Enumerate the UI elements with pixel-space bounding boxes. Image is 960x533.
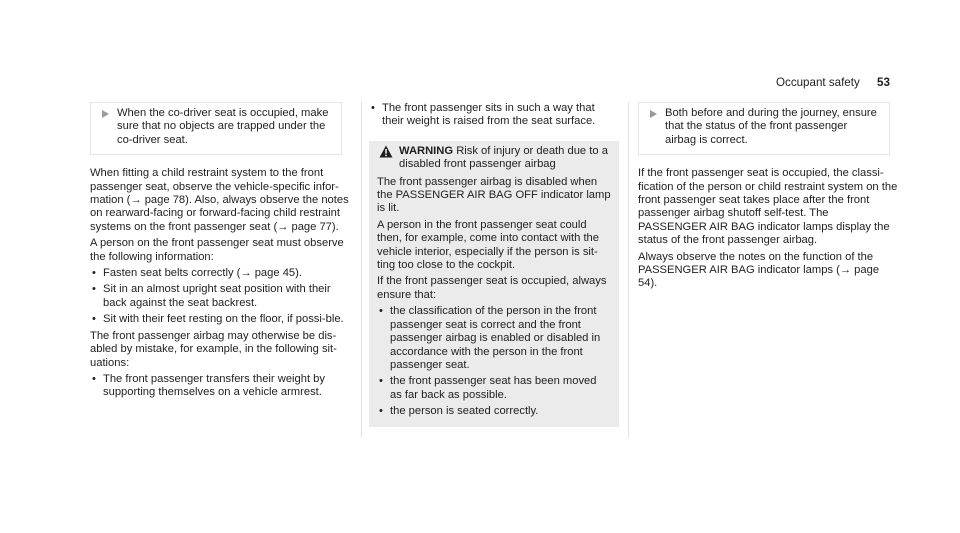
paragraph: Always observe the notes on the function of the PASSENGER AIR BAG indicator lamps (→ page 54). xyxy=(638,250,880,290)
bullet-list xyxy=(90,267,352,327)
warning-title: Risk of injury or death due to a disabled front passenger airbag xyxy=(399,144,608,171)
page-number: 53 xyxy=(877,76,890,89)
paragraph: If the front passenger seat is occupied, the classi-fication of the person or child restraint system on the front passenger seat takes place after the front passenger airbag shutoff self-test. The PASSENGER AIR BAG indicator lamps display the status of the front passenger airbag. xyxy=(638,167,898,247)
list-item: • The front passenger sits in such a way that their weight is raised from the seat surface. xyxy=(369,102,619,129)
section-title: Occupant safety xyxy=(776,76,860,89)
instruction-box xyxy=(90,102,342,155)
bullet-list xyxy=(377,305,611,418)
paragraph: A person in the front passenger seat could then, for example, come into contact with the vehicle interior, especially if the person is sit-ting too close to the cockpit. xyxy=(377,218,600,272)
column-2 xyxy=(369,102,619,427)
instruction-box xyxy=(638,102,890,155)
warning-header xyxy=(377,145,611,172)
column-divider xyxy=(361,102,362,438)
warning-body xyxy=(377,176,611,419)
column-divider xyxy=(628,102,629,438)
list-item: • the person is seated correctly. xyxy=(377,405,611,418)
paragraph: A person on the front passenger seat must observe the following information: xyxy=(90,237,344,263)
warning-label: WARNING xyxy=(399,144,454,157)
column-3 xyxy=(638,102,900,294)
paragraph: The front passenger airbag may otherwise be dis-abled by mistake, for example, in the following sit-uations: xyxy=(90,329,337,369)
instruction-text: When the co-driver seat is occupied, make sure that no objects are trapped under the co-driver seat. xyxy=(117,107,329,146)
warning-triangle-icon xyxy=(379,145,393,158)
list-item: • Sit with their feet resting on the floor, if possi-ble. xyxy=(90,313,352,326)
list-item: • Fasten seat belts correctly (→ page 45). xyxy=(90,267,352,280)
list-item: • The front passenger transfers their weight by supporting themselves on a vehicle armrest. xyxy=(90,373,352,400)
paragraph: The front passenger airbag is disabled when the PASSENGER AIR BAG OFF indicator lamp is lit. xyxy=(377,175,611,215)
paragraph: If the front passenger seat is occupied, always ensure that: xyxy=(377,275,607,301)
bullet-list xyxy=(369,102,619,129)
bullet-list xyxy=(90,373,352,400)
warning-box xyxy=(369,141,619,427)
instruction-arrow-icon xyxy=(650,110,657,118)
paragraph: When fitting a child restraint system to the front passenger seat, observe the vehicle-specific infor-mation (→ page 78). Also, always observe the notes on rearward-facing or forward-facing child restraint systems on the front passenger seat (→ page 77). xyxy=(90,167,349,233)
list-item: • Sit in an almost upright seat position with their back against the seat backrest. xyxy=(90,283,352,310)
list-item: • the front passenger seat has been moved as far back as possible. xyxy=(377,375,611,402)
column-1 xyxy=(90,102,352,403)
instruction-text: Both before and during the journey, ensure that the status of the front passenger airbag is correct. xyxy=(665,107,877,146)
instruction-arrow-icon xyxy=(102,110,109,118)
list-item: • the classification of the person in the front passenger seat is correct and the front passenger airbag is enabled or disabled in accordance with the person in the front passenger seat. xyxy=(377,305,611,372)
